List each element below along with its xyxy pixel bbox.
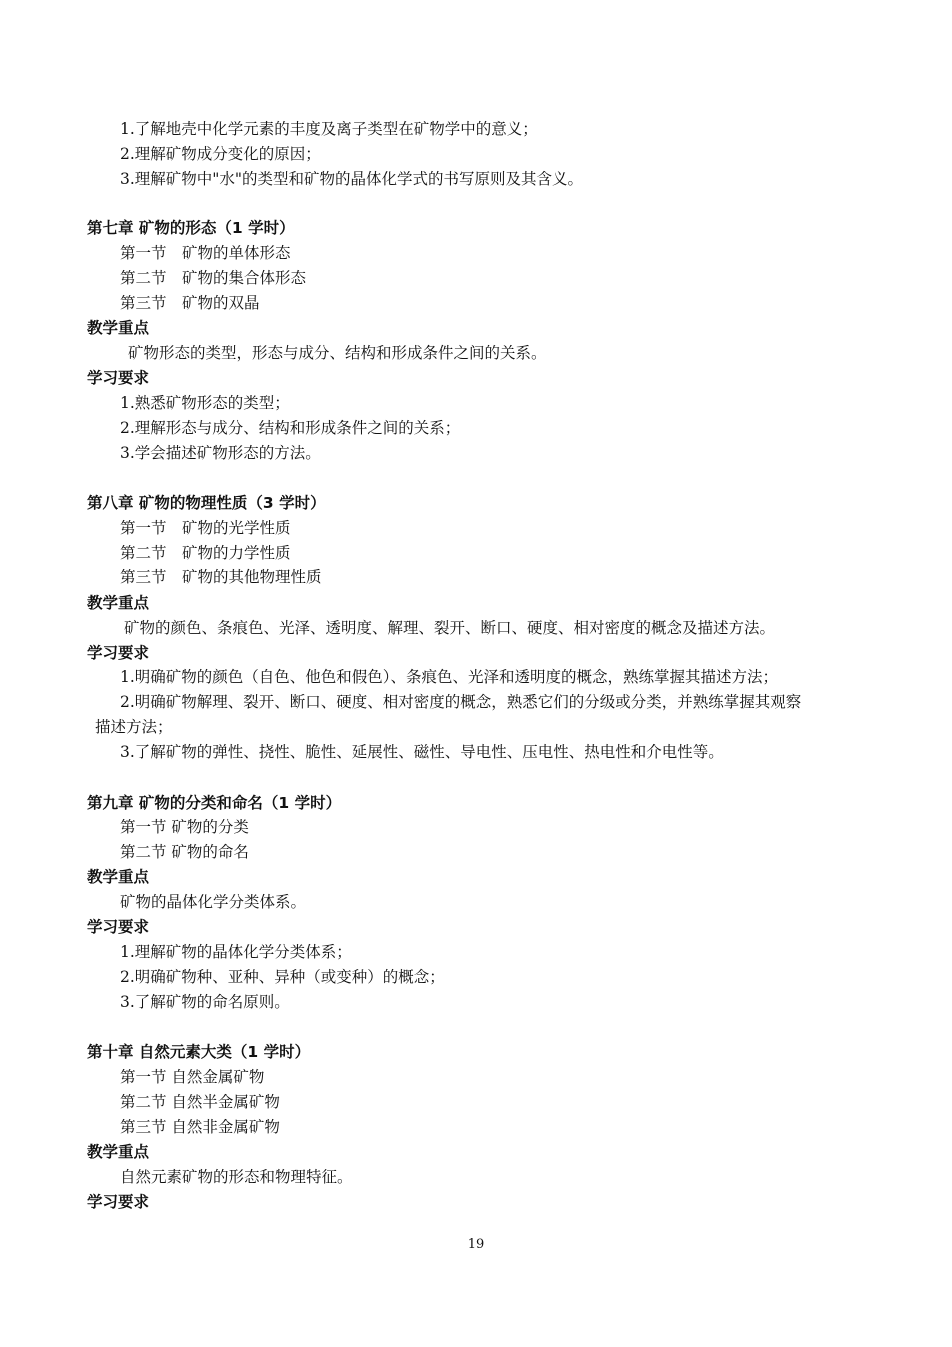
ch8-key-label: 教学重点 [87,594,150,612]
ch7-req-label: 学习要求 [87,369,150,387]
ch10-section-1: 第一节 自然金属矿物 [120,1068,265,1086]
ch9-key-label: 教学重点 [87,868,150,886]
ch8-section-2: 第二节 矿物的力学性质 [120,544,291,562]
ch9-req-label: 学习要求 [87,918,150,936]
ch9-key-text: 矿物的晶体化学分类体系。 [120,893,307,911]
ch7-section-1: 第一节 矿物的单体形态 [120,244,291,262]
page-number: 19 [467,1237,485,1252]
ch7-key-text: 矿物形态的类型，形态与成分、结构和形成条件之间的关系。 [128,344,547,362]
ch8-req-2b: 描述方法； [95,718,173,736]
ch7-req-2: 2.理解形态与成分、结构和形成条件之间的关系； [120,419,461,437]
ch10-req-label: 学习要求 [87,1193,150,1211]
ch10-key-label: 教学重点 [87,1143,150,1161]
ch8-req-3: 3.了解矿物的弹性、挠性、脆性、延展性、磁性、导电性、压电性、热电性和介电性等。 [120,743,724,761]
ch8-req-2a: 2.明确矿物解理、裂开、断口、硬度、相对密度的概念，熟悉它们的分级或分类，并熟练掌握其观察 [120,693,802,711]
ch10-section-2: 第二节 自然半金属矿物 [120,1093,280,1111]
ch8-req-label: 学习要求 [87,644,150,662]
ch7-req-3: 3.学会描述矿物形态的方法。 [120,444,321,462]
ch9-section-2: 第二节 矿物的命名 [120,843,249,861]
intro-item-2: 2.理解矿物成分变化的原因； [120,145,321,163]
ch7-key-label: 教学重点 [87,319,150,337]
chapter-9-title: 第九章 矿物的分类和命名（1 学时） [87,794,342,812]
ch10-section-3: 第三节 自然非金属矿物 [120,1118,280,1136]
chapter-7-title: 第七章 矿物的形态（1 学时） [87,219,295,237]
ch8-key-text: 矿物的颜色、条痕色、光泽、透明度、解理、裂开、断口、硬度、相对密度的概念及描述方法。 [124,619,776,637]
chapter-8-title: 第八章 矿物的物理性质（3 学时） [87,494,326,512]
ch7-section-2: 第二节 矿物的集合体形态 [120,269,307,287]
ch8-req-1: 1.明确矿物的颜色（自色、他色和假色）、条痕色、光泽和透明度的概念，熟练掌握其描述方法； [120,668,779,686]
ch10-key-text: 自然元素矿物的形态和物理特征。 [120,1168,353,1186]
chapter-10-title: 第十章 自然元素大类（1 学时） [87,1043,311,1061]
ch8-section-3: 第三节 矿物的其他物理性质 [120,568,322,586]
ch9-section-1: 第一节 矿物的分类 [120,818,249,836]
intro-item-3: 3.理解矿物中"水"的类型和矿物的晶体化学式的书写原则及其含义。 [120,170,584,188]
ch9-req-3: 3.了解矿物的命名原则。 [120,993,290,1011]
intro-item-1: 1.了解地壳中化学元素的丰度及离子类型在矿物学中的意义； [120,120,538,138]
ch9-req-2: 2.明确矿物种、亚种、异种（或变种）的概念； [120,968,445,986]
ch7-req-1: 1.熟悉矿物形态的类型； [120,394,290,412]
ch9-req-1: 1.理解矿物的晶体化学分类体系； [120,943,352,961]
ch7-section-3: 第三节 矿物的双晶 [120,294,260,312]
ch8-section-1: 第一节 矿物的光学性质 [120,519,291,537]
